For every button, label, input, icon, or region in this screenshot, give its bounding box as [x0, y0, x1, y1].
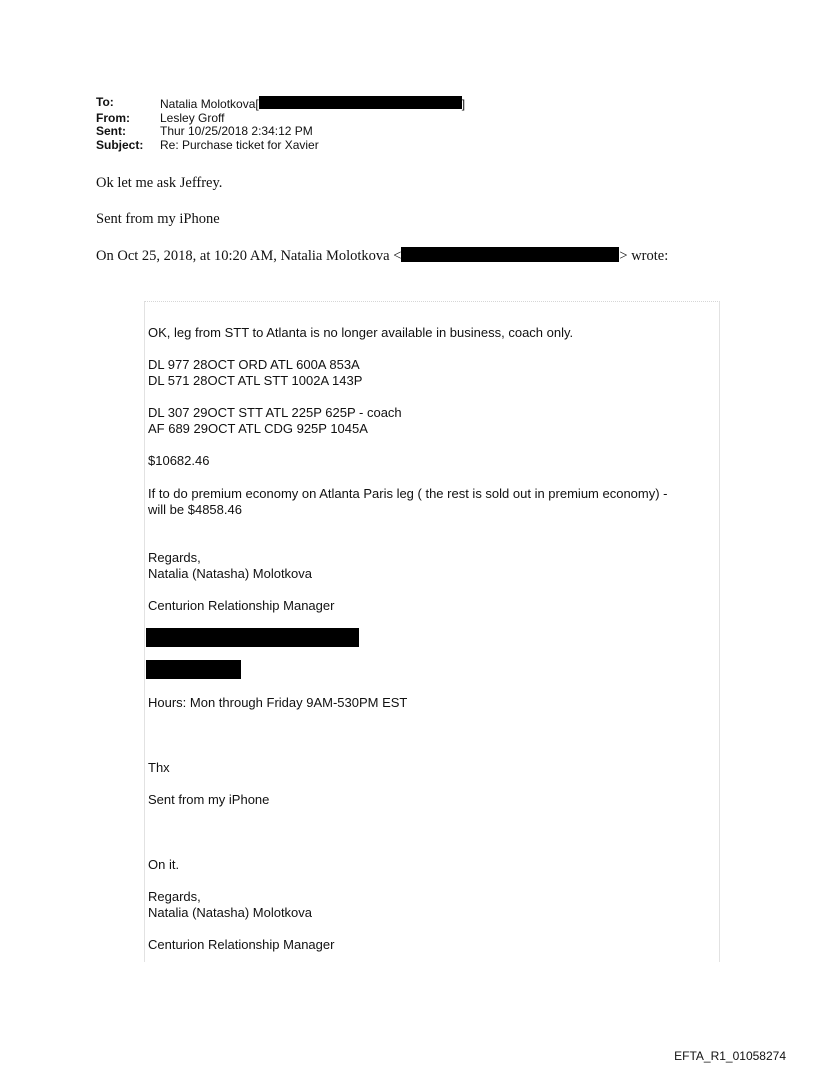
office-hours: Hours: Mon through Friday 9AM-530PM EST [148, 695, 408, 710]
ticket-price: $10682.46 [148, 453, 210, 468]
subject-label: Subject: [96, 137, 144, 152]
redaction-bar [401, 247, 619, 262]
reply-prefix: On Oct 25, 2018, at 10:20 AM, Natalia Molotkova < [96, 248, 402, 264]
reply-suffix: > wrote: [619, 248, 669, 264]
signature-name: Natalia (Natasha) Molotkova [148, 566, 313, 581]
premium-economy-price: will be $4858.46 [148, 502, 242, 517]
premium-economy-line: If to do premium economy on Atlanta Paris leg ( the rest is sold out in premium economy) - [148, 486, 668, 501]
redaction-block [146, 660, 241, 679]
flight-line: AF 689 29OCT ATL CDG 925P 1045A [148, 421, 368, 436]
flight-line: DL 571 28OCT ATL STT 1002A 143P [148, 373, 363, 388]
flight-line: DL 977 28OCT ORD ATL 600A 853A [148, 357, 360, 372]
to-value [160, 96, 465, 112]
regards: Regards, [148, 889, 201, 904]
subject-value: Re: Purchase ticket for Xavier [160, 137, 319, 152]
signature-title: Centurion Relationship Manager [148, 598, 335, 613]
thanks: Thx [148, 760, 170, 775]
regards: Regards, [148, 550, 201, 565]
sent-value: Thur 10/25/2018 2:34:12 PM [160, 124, 313, 139]
flight-line: DL 307 29OCT STT ATL 225P 625P - coach [148, 405, 402, 420]
to-bracket: ] [461, 97, 466, 111]
on-it: On it. [148, 857, 180, 872]
sent-from-iphone: Sent from my iPhone [148, 792, 270, 807]
to-row [96, 96, 465, 112]
subject-row [96, 139, 465, 153]
body-line-ask: Ok let me ask Jeffrey. [96, 175, 223, 191]
redaction-bar [259, 96, 462, 109]
from-label: From: [96, 110, 130, 125]
sent-row [96, 125, 465, 139]
to-name: Natalia Molotkova[ [160, 97, 259, 111]
from-value: Lesley Groff [160, 110, 225, 125]
sent-label: Sent: [96, 124, 126, 139]
body-line-sent-from: Sent from my iPhone [96, 211, 220, 227]
from-row [96, 112, 465, 126]
signature-name: Natalia (Natasha) Molotkova [148, 905, 313, 920]
quoted-intro: OK, leg from STT to Atlanta is no longer available in business, coach only. [148, 325, 574, 340]
to-label: To: [96, 95, 114, 109]
redaction-block [146, 628, 359, 647]
reply-attribution [96, 247, 668, 265]
email-header [96, 96, 465, 152]
quoted-message [144, 301, 720, 962]
document-id: EFTA_R1_01058274 [674, 1049, 786, 1063]
signature-title: Centurion Relationship Manager [148, 937, 335, 952]
